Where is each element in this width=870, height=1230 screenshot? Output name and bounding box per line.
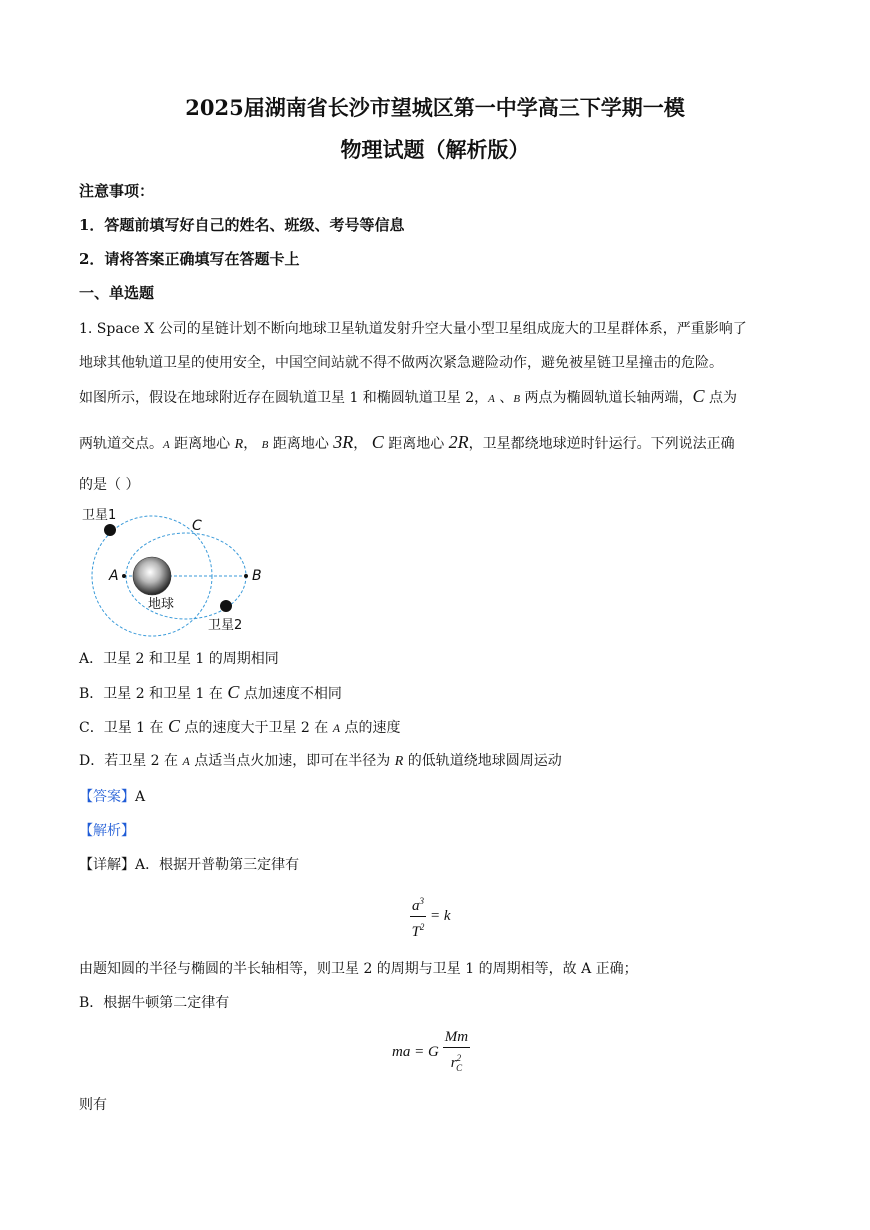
detail-line-3: B．根据牛顿第二定律有 (79, 995, 230, 1011)
detail-line-4: 则有 (79, 1097, 107, 1113)
point-a-dot (122, 574, 126, 578)
notice-heading: 注意事项： (79, 182, 155, 200)
label-point-a: A (109, 568, 119, 584)
point-b-dot (244, 574, 248, 578)
answer-tag: 【答案】 (79, 789, 135, 805)
option-c: C．卫星 1 在 C 点的速度大于卫星 2 在 A 点的速度 (79, 716, 401, 736)
label-earth: 地球 (148, 597, 175, 612)
option-d: D．若卫星 2 在 A 点适当点火加速，即可在半径为 R 的低轨道绕地球圆周运动 (79, 753, 562, 769)
answer-value: A (135, 789, 146, 805)
section-heading: 一、单选题 (79, 284, 155, 302)
label-satellite-1: 卫星1 (82, 508, 117, 523)
earth-icon (133, 557, 171, 595)
option-b: B．卫星 2 和卫星 1 在 C 点加速度不相同 (79, 682, 342, 702)
equation-newton: ma = G $\frac{Mm}{r^2_C}$ (392, 1029, 469, 1073)
question-line-2: 地球其他轨道卫星的使用安全，中国空间站就不得不做两次紧急避险动作，避免被星链卫星撞击的危险。 (79, 355, 723, 371)
label-point-c: C (192, 518, 202, 534)
option-a: A．卫星 2 和卫星 1 的周期相同 (79, 651, 279, 667)
satellite-1-icon (104, 524, 116, 536)
orbit-figure (78, 500, 268, 640)
notice-item-1: 1．答题前填写好自己的姓名、班级、考号等信息 (79, 216, 405, 234)
detail-line-1: 【详解】A．根据开普勒第三定律有 (79, 857, 300, 873)
question-line-1: 1. Space X 公司的星链计划不断向地球卫星轨道发射升空大量小型卫星组成庞大的卫星群体系，严重影响了 (79, 321, 747, 337)
label-point-b: B (252, 568, 262, 584)
analysis-tag: 【解析】 (79, 823, 135, 839)
page-subtitle: 物理试题（解析版） (340, 137, 530, 162)
satellite-2-icon (220, 600, 232, 612)
answer-line (79, 786, 145, 806)
question-line-4: 两轨道交点。A 距离地心 R， B 距离地心 3R， C 距离地心 2R，卫星都绕地球逆时针运行。下列说法正确 (79, 432, 735, 452)
label-satellite-2: 卫星2 (208, 618, 243, 633)
notice-item-2: 2．请将答案正确填写在答题卡上 (79, 250, 300, 268)
question-line-5: 的是（ ） (79, 477, 140, 493)
detail-line-2: 由题知圆的半径与椭圆的半长轴相等，则卫星 2 的周期与卫星 1 的周期相等，故 A 正确； (79, 961, 638, 977)
page-title: 2025届湖南省长沙市望城区第一中学高三下学期一模 (185, 95, 685, 120)
question-line-3: 如图所示，假设在地球附近存在圆轨道卫星 1 和椭圆轨道卫星 2，A 、B 两点为椭圆轨道长轴两端，C 点为 (79, 386, 738, 406)
equation-kepler: $\frac{a^3}{T^2}$ = k (410, 892, 451, 941)
